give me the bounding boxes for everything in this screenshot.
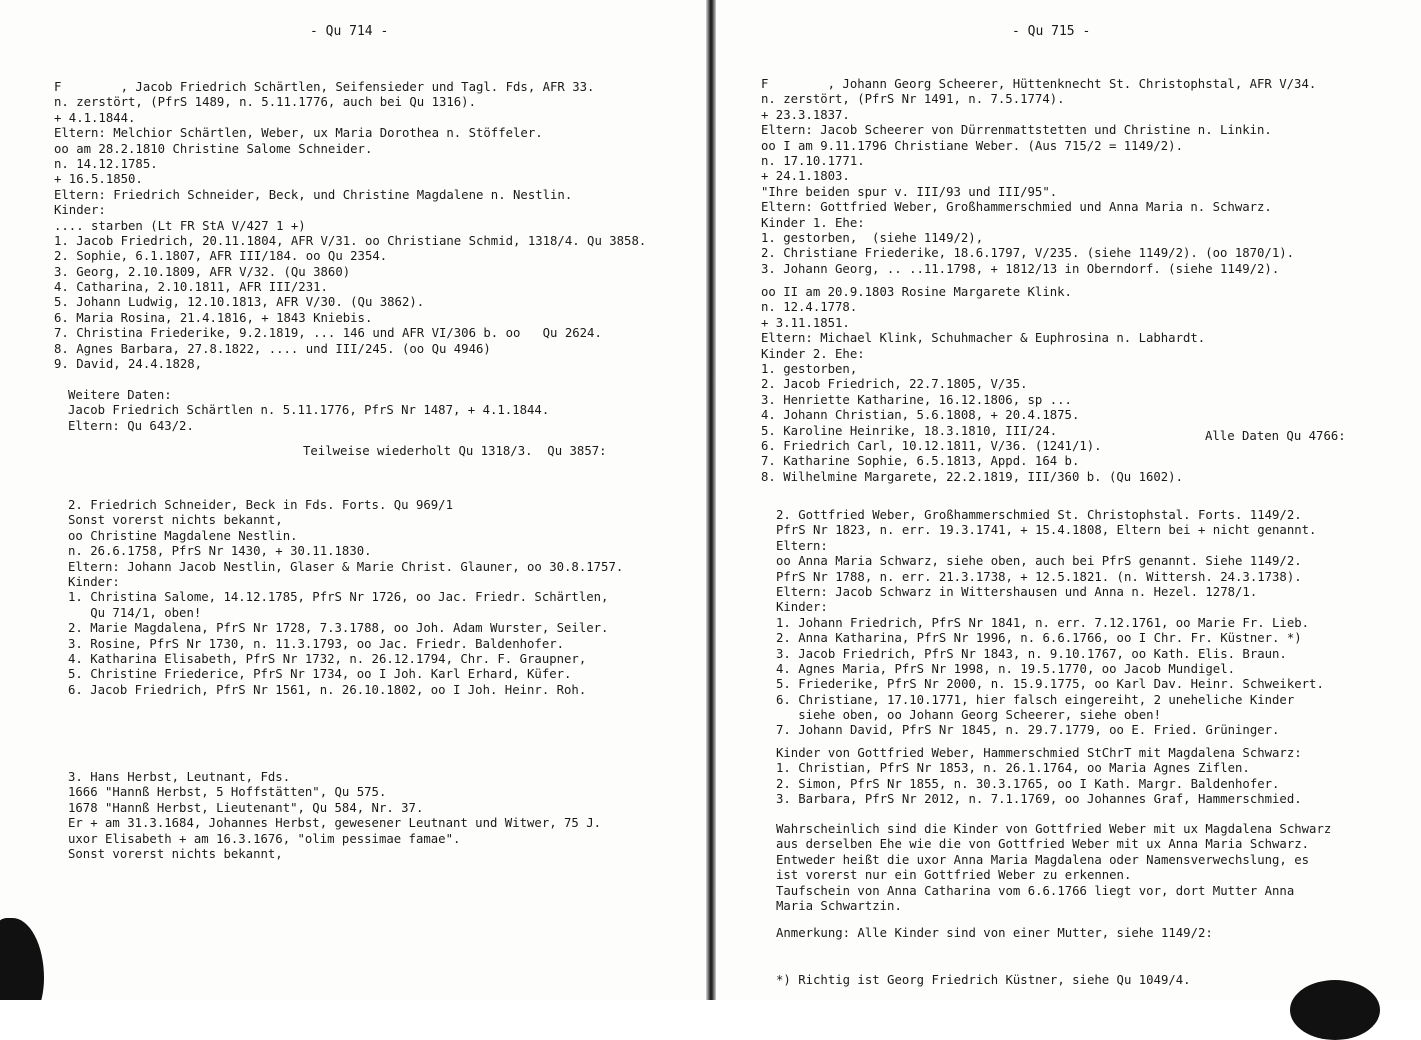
text-line: 2. Marie Magdalena, PfrS Nr 1728, 7.3.1788, oo Joh. Adam Wurster, Seiler. bbox=[68, 621, 609, 636]
text-line: oo I am 9.11.1796 Christiane Weber. (Aus 715/2 = 1149/2). bbox=[761, 138, 1183, 153]
text-line: 2. Anna Katharina, PfrS Nr 1996, n. 6.6.1766, oo I Chr. Fr. Küstner. *) bbox=[776, 631, 1302, 646]
text-line: Eltern: Melchior Schärtlen, Weber, ux Maria Dorothea n. Stöffeler. bbox=[54, 126, 543, 141]
text-line: Kinder: bbox=[68, 574, 120, 589]
text-line: 2. Gottfried Weber, Großhammerschmied St. Christophstal. Forts. 1149/2. bbox=[776, 508, 1302, 522]
text-line: 1. Christian, PfrS Nr 1853, n. 26.1.1764, oo Maria Agnes Ziflen. bbox=[776, 761, 1250, 776]
text-line: 3. Georg, 2.10.1809, AFR V/32. (Qu 3860) bbox=[54, 264, 351, 279]
text-line: 3. Hans Herbst, Leutnant, Fds. bbox=[68, 770, 291, 784]
text-line: n. 26.6.1758, PfrS Nr 1430, + 30.11.1830. bbox=[68, 544, 372, 559]
text-line: 1. Christina Salome, 14.12.1785, PfrS Nr 1726, oo Jac. Friedr. Schärtlen, bbox=[68, 590, 609, 605]
page-header-right: - Qu 715 - bbox=[1012, 24, 1091, 39]
text-line: Weitere Daten: bbox=[68, 388, 172, 402]
text-line: 4. Katharina Elisabeth, PfrS Nr 1732, n. 26.12.1794, Chr. F. Graupner, bbox=[68, 651, 587, 666]
text-line: Kinder: bbox=[776, 600, 828, 615]
text-line: F , Jacob Friedrich Schärtlen, Seifensieder und Tagl. Fds, AFR 33. bbox=[54, 80, 595, 94]
text-line: Sonst vorerst nichts bekannt, bbox=[68, 513, 283, 528]
text-line: Anmerkung: Alle Kinder sind von einer Mutter, siehe 1149/2: bbox=[776, 926, 1213, 940]
text-line: 2. Christiane Friederike, 18.6.1797, V/235. (siehe 1149/2). (oo 1870/1). bbox=[761, 246, 1295, 261]
text-line: Wahrscheinlich sind die Kinder von Gottfried Weber mit ux Magdalena Schwarz bbox=[776, 822, 1332, 836]
text-line: oo Christine Magdalene Nestlin. bbox=[68, 528, 298, 543]
text-line: uxor Elisabeth + am 16.3.1676, "olim pessimae famae". bbox=[68, 831, 461, 846]
text-line: 5. Johann Ludwig, 12.10.1813, AFR V/30. (Qu 3862). bbox=[54, 295, 425, 310]
text-line: n. zerstört, (PfrS Nr 1491, n. 7.5.1774). bbox=[761, 92, 1065, 107]
text-line: 7. Katharine Sophie, 6.5.1813, Appd. 164 b. bbox=[761, 454, 1080, 469]
text-line: Eltern: Gottfried Weber, Großhammerschmied und Anna Maria n. Schwarz. bbox=[761, 200, 1272, 215]
text-line: "Ihre beiden spur v. III/93 und III/95". bbox=[761, 184, 1058, 199]
text-block bbox=[776, 746, 1302, 808]
text-block bbox=[776, 973, 1191, 988]
text-line: Eltern: Johann Jacob Nestlin, Glaser & Marie Christ. Glauner, oo 30.8.1757. bbox=[68, 559, 624, 574]
thumb-shadow-right bbox=[1290, 980, 1380, 1040]
text-line: 1. gestorben, bbox=[761, 361, 858, 376]
text-line: Eltern: bbox=[776, 538, 828, 553]
text-block bbox=[68, 498, 623, 698]
text-block bbox=[761, 77, 1316, 277]
text-block bbox=[68, 388, 549, 434]
text-line: PfrS Nr 1823, n. err. 19.3.1741, + 15.4.1808, Eltern bei + nicht genannt. bbox=[776, 523, 1317, 538]
text-line: Kinder: bbox=[54, 203, 106, 218]
text-line: 2. Sophie, 6.1.1807, AFR III/184. oo Qu 2354. bbox=[54, 249, 388, 264]
text-line: Kinder 1. Ehe: bbox=[761, 215, 865, 230]
text-line: 1. Johann Friedrich, PfrS Nr 1841, n. err. 7.12.1761, oo Marie Fr. Lieb. bbox=[776, 615, 1310, 630]
text-block bbox=[776, 926, 1213, 941]
text-line: 4. Agnes Maria, PfrS Nr 1998, n. 19.5.1770, oo Jacob Mundigel. bbox=[776, 661, 1236, 676]
text-line: Eltern: Jacob Schwarz in Wittershausen und Anna n. Hezel. 1278/1. bbox=[776, 584, 1258, 599]
text-line: 3. Jacob Friedrich, PfrS Nr 1843, n. 9.10.1767, oo Kath. Elis. Braun. bbox=[776, 646, 1287, 661]
text-line: 4. Catharina, 2.10.1811, AFR III/231. bbox=[54, 280, 328, 295]
text-line: 6. Friedrich Carl, 10.12.1811, V/36. (1241/1). bbox=[761, 438, 1102, 453]
text-line: Qu 714/1, oben! bbox=[68, 605, 202, 620]
left-page bbox=[0, 0, 706, 1000]
text-line: 5. Karoline Heinrike, 18.3.1810, III/24. bbox=[761, 423, 1058, 438]
text-line: 7. Christina Friederike, 9.2.1819, ... 146 und AFR VI/306 b. oo Qu 2624. bbox=[54, 326, 602, 341]
text-line: Taufschein von Anna Catharina vom 6.6.1766 liegt vor, dort Mutter Anna bbox=[776, 883, 1295, 898]
text-line: 2. Friedrich Schneider, Beck in Fds. Forts. Qu 969/1 bbox=[68, 498, 453, 512]
text-line: 7. Johann David, PfrS Nr 1845, n. 29.7.1779, oo E. Fried. Grüninger. bbox=[776, 723, 1280, 738]
text-line: 3. Barbara, PfrS Nr 2012, n. 7.1.1769, oo Johannes Graf, Hammerschmied. bbox=[776, 792, 1302, 807]
text-line: 1. Jacob Friedrich, 20.11.1804, AFR V/31. oo Christiane Schmid, 1318/4. Qu 3858. bbox=[54, 233, 647, 248]
text-line: Kinder 2. Ehe: bbox=[761, 346, 865, 361]
text-line: 8. Wilhelmine Margarete, 22.2.1819, III/360 b. (Qu 1602). bbox=[761, 469, 1183, 484]
text-block bbox=[776, 508, 1324, 739]
text-line: siehe oben, oo Johann Georg Scheerer, siehe oben! bbox=[776, 708, 1161, 723]
text-line: + 23.3.1837. bbox=[761, 107, 850, 122]
right-page bbox=[716, 0, 1421, 1000]
text-line: oo II am 20.9.1803 Rosine Margarete Klink. bbox=[761, 285, 1072, 299]
text-line: *) Richtig ist Georg Friedrich Küstner, siehe Qu 1049/4. bbox=[776, 973, 1191, 987]
text-line: n. 17.10.1771. bbox=[761, 153, 865, 168]
text-line: Er + am 31.3.1684, Johannes Herbst, gewesener Leutnant und Witwer, 75 J. bbox=[68, 816, 602, 831]
text-line: 6. Christiane, 17.10.1771, hier falsch eingereiht, 2 uneheliche Kinder bbox=[776, 692, 1295, 707]
text-line: 1. gestorben, (siehe 1149/2), bbox=[761, 230, 984, 245]
text-line: Kinder von Gottfried Weber, Hammerschmied StChrT mit Magdalena Schwarz: bbox=[776, 746, 1302, 760]
text-line: Sonst vorerst nichts bekannt, bbox=[68, 846, 283, 861]
text-line: 2. Jacob Friedrich, 22.7.1805, V/35. bbox=[761, 377, 1028, 392]
text-line: 6. Jacob Friedrich, PfrS Nr 1561, n. 26.10.1802, oo I Joh. Heinr. Roh. bbox=[68, 682, 587, 697]
text-line: 5. Christine Friederice, PfrS Nr 1734, oo I Joh. Karl Erhard, Küfer. bbox=[68, 667, 572, 682]
text-line: aus derselben Ehe wie die von Gottfried Weber mit ux Anna Maria Schwarz. bbox=[776, 837, 1310, 852]
text-line: Jacob Friedrich Schärtlen n. 5.11.1776, PfrS Nr 1487, + 4.1.1844. bbox=[68, 403, 550, 418]
book-gutter bbox=[706, 0, 716, 1000]
text-line: + 24.1.1803. bbox=[761, 169, 850, 184]
text-line: + 4.1.1844. bbox=[54, 110, 136, 125]
text-block bbox=[776, 822, 1331, 914]
text-line: Maria Schwartzin. bbox=[776, 898, 902, 913]
text-line: ist vorerst nur ein Gottfried Weber zu erkennen. bbox=[776, 868, 1132, 883]
text-line: 3. Henriette Katharine, 16.12.1806, sp ... bbox=[761, 392, 1072, 407]
text-line: Eltern: Qu 643/2. bbox=[68, 418, 194, 433]
text-line: Eltern: Friedrich Schneider, Beck, und Christine Magdalene n. Nestlin. bbox=[54, 187, 573, 202]
text-line: 2. Simon, PfrS Nr 1855, n. 30.3.1765, oo I Kath. Margr. Baldenhofer. bbox=[776, 776, 1280, 791]
text-line: oo am 28.2.1810 Christine Salome Schneider. bbox=[54, 141, 373, 156]
side-note: Alle Daten Qu 4766: bbox=[1205, 429, 1346, 443]
text-block bbox=[54, 80, 646, 372]
text-line: 3. Johann Georg, .. ..11.1798, + 1812/13 in Oberndorf. (siehe 1149/2). bbox=[761, 261, 1280, 276]
text-line: n. zerstört, (PfrS 1489, n. 5.11.1776, auch bei Qu 1316). bbox=[54, 95, 476, 110]
text-line: 4. Johann Christian, 5.6.1808, + 20.4.1875. bbox=[761, 408, 1080, 423]
text-line: n. 12.4.1778. bbox=[761, 300, 858, 315]
text-line: 1678 "Hannß Herbst, Lieutenant", Qu 584, Nr. 37. bbox=[68, 800, 424, 815]
text-block bbox=[68, 770, 601, 862]
text-line: oo Anna Maria Schwarz, siehe oben, auch bei PfrS genannt. Siehe 1149/2. bbox=[776, 554, 1302, 569]
text-line: 1666 "Hannß Herbst, 5 Hoffstätten", Qu 575. bbox=[68, 785, 387, 800]
text-line: n. 14.12.1785. bbox=[54, 156, 158, 171]
text-line: 8. Agnes Barbara, 27.8.1822, .... und III/245. (oo Qu 4946) bbox=[54, 341, 491, 356]
text-line: Eltern: Michael Klink, Schuhmacher & Euphrosina n. Labhardt. bbox=[761, 331, 1206, 346]
text-line: PfrS Nr 1788, n. err. 21.3.1738, + 12.5.1821. (n. Wittersh. 24.3.1738). bbox=[776, 569, 1302, 584]
text-line: Teilweise wiederholt Qu 1318/3. Qu 3857: bbox=[303, 444, 607, 458]
text-block bbox=[303, 444, 607, 459]
text-line: Eltern: Jacob Scheerer von Dürrenmattstetten und Christine n. Linkin. bbox=[761, 123, 1272, 138]
thumb-shadow bbox=[0, 918, 44, 1000]
text-line: 6. Maria Rosina, 21.4.1816, + 1843 Kniebis. bbox=[54, 310, 373, 325]
text-block bbox=[761, 285, 1205, 485]
text-line: F , Johann Georg Scheerer, Hüttenknecht St. Christophstal, AFR V/34. bbox=[761, 77, 1317, 91]
text-line: 5. Friederike, PfrS Nr 2000, n. 15.9.1775, oo Karl Dav. Heinr. Schweikert. bbox=[776, 677, 1324, 692]
text-line: .... starben (Lt FR StA V/427 1 +) bbox=[54, 218, 306, 233]
text-line: + 16.5.1850. bbox=[54, 172, 143, 187]
text-line: + 3.11.1851. bbox=[761, 315, 850, 330]
page-header-left: - Qu 714 - bbox=[310, 24, 389, 39]
text-line: 3. Rosine, PfrS Nr 1730, n. 11.3.1793, oo Jac. Friedr. Baldenhofer. bbox=[68, 636, 565, 651]
text-line: Entweder heißt die uxor Anna Maria Magdalena oder Namensverwechslung, es bbox=[776, 852, 1310, 867]
text-line: 9. David, 24.4.1828, bbox=[54, 357, 203, 372]
